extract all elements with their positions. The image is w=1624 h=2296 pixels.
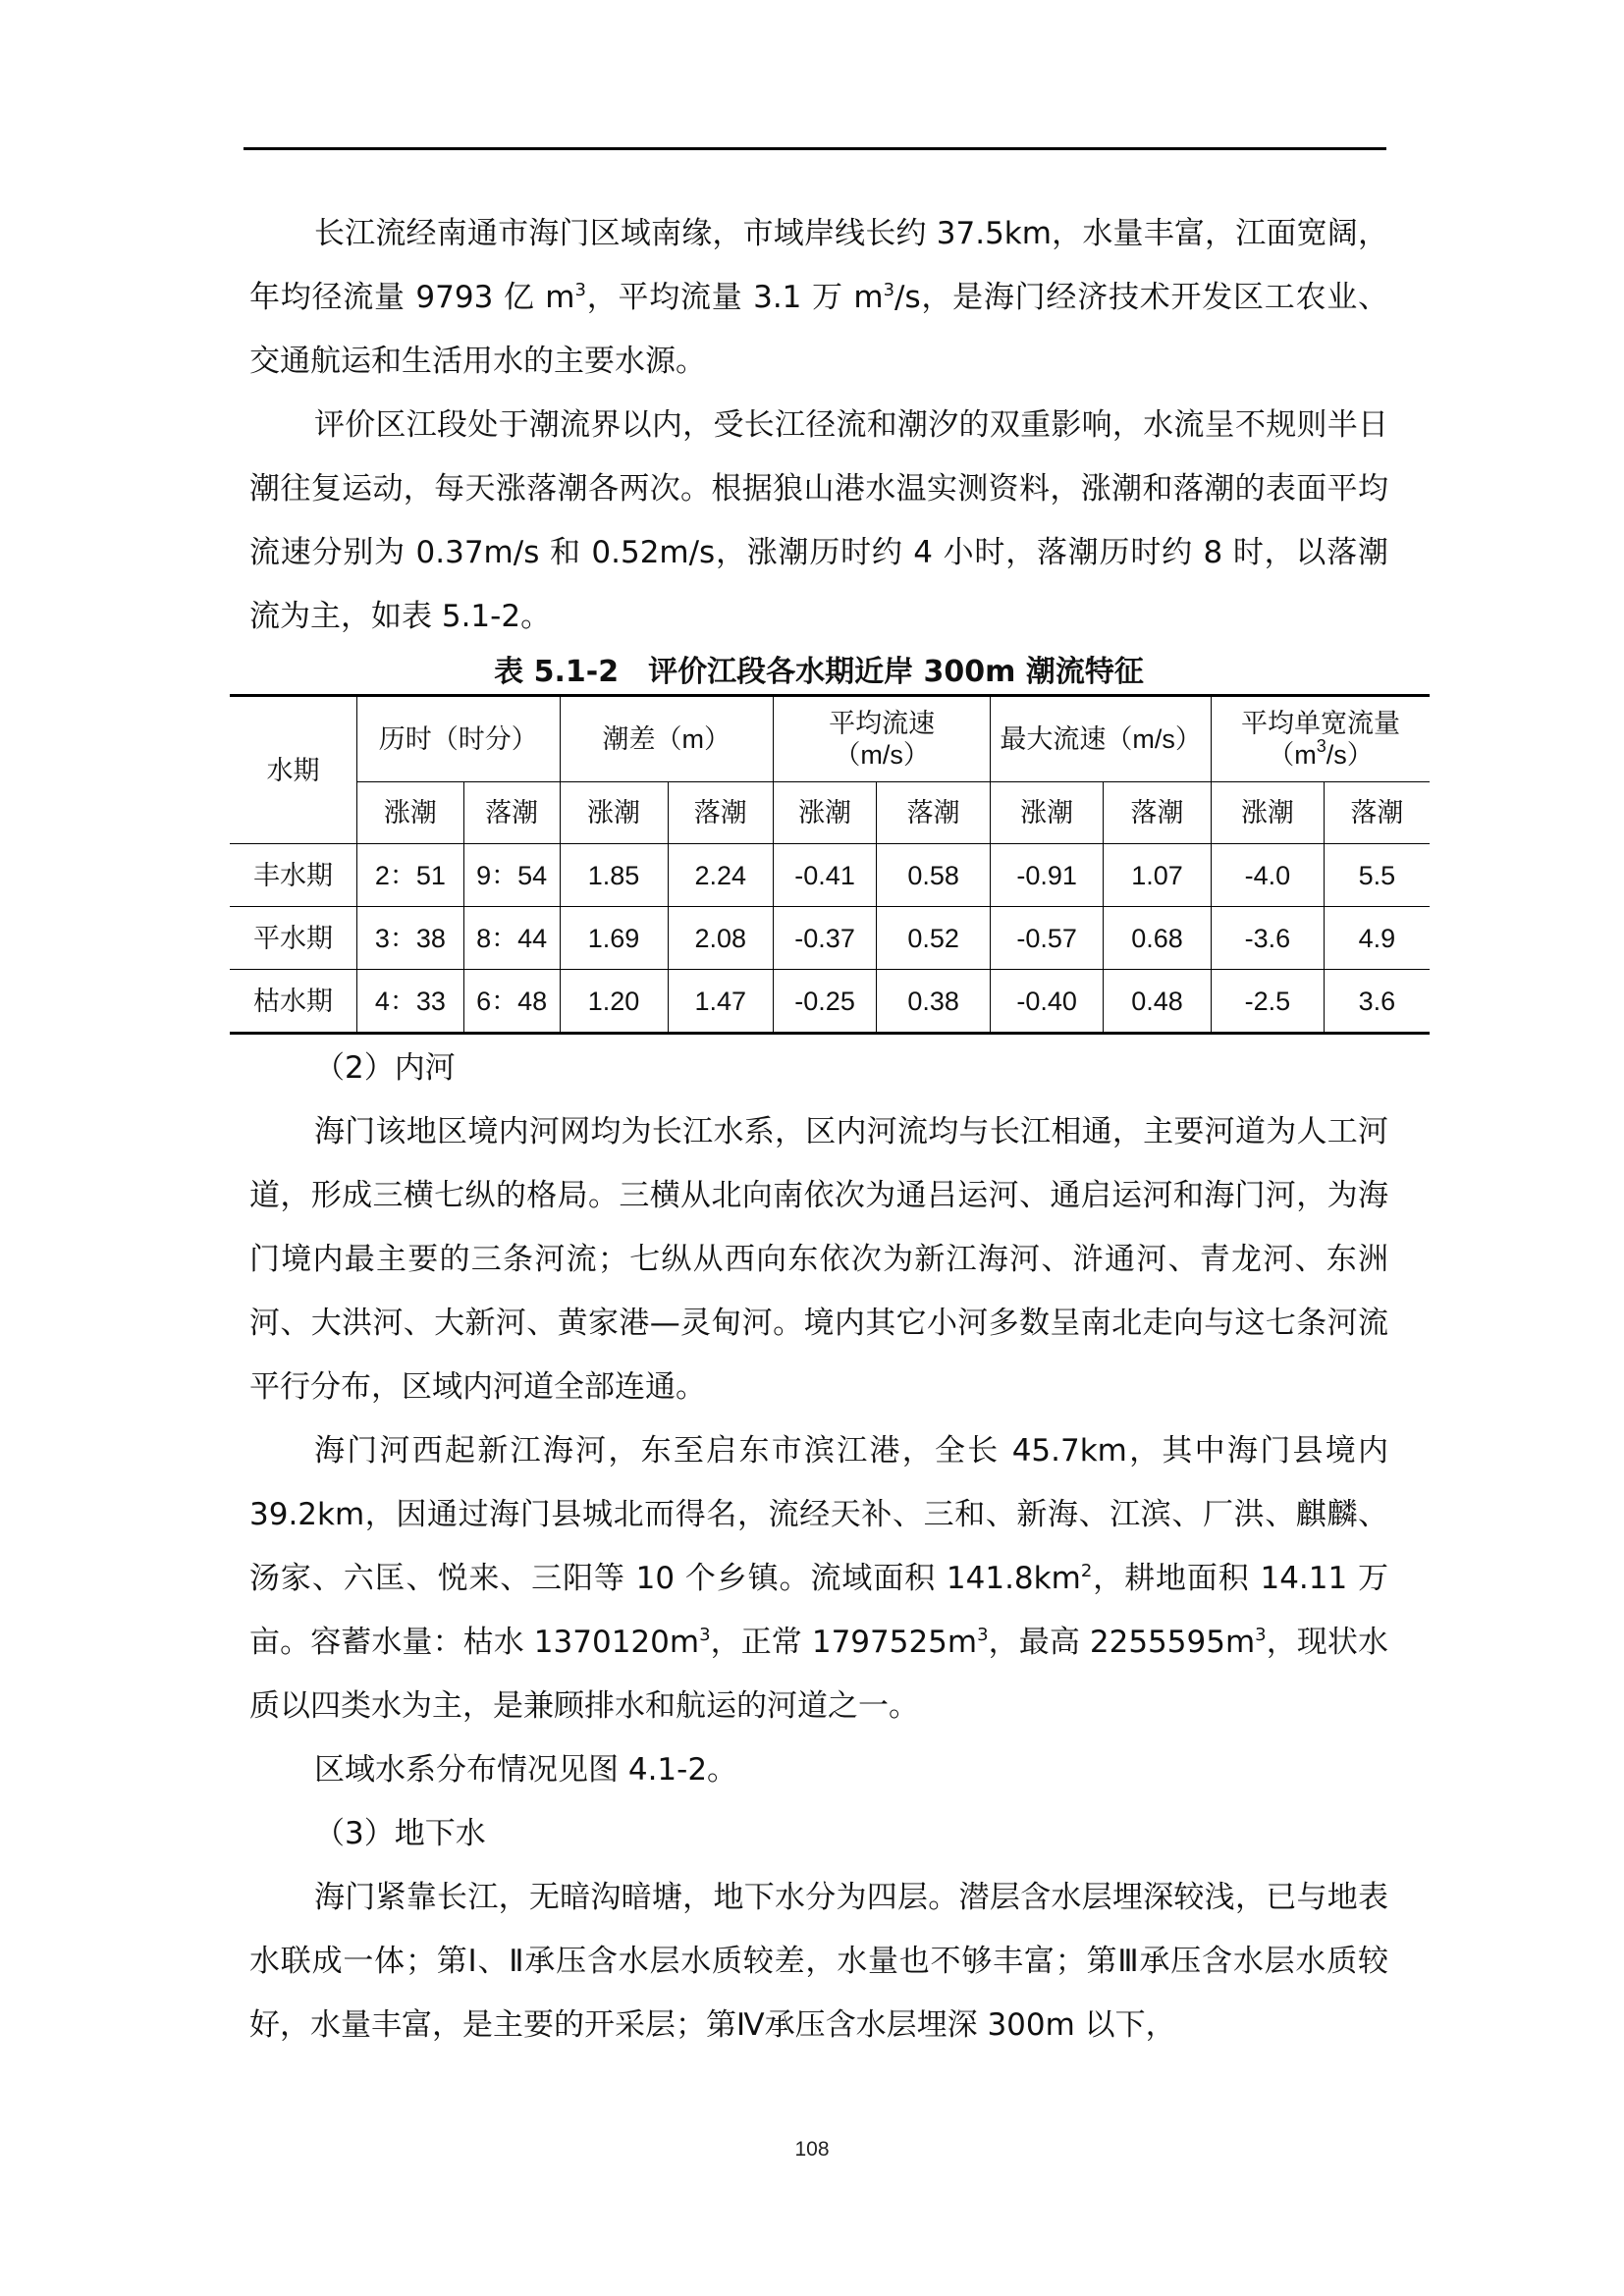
paragraph-water-system-reference: 区域水系分布情况见图 4.1-2。	[314, 1752, 738, 1788]
superscript: 3	[699, 1625, 711, 1645]
cell-avg-speed-ebb: 0.52	[877, 907, 991, 970]
cell-range-flood: 1.20	[560, 970, 668, 1034]
cell-unit-flow-ebb: 4.9	[1324, 907, 1430, 970]
paragraph-text: 海门河西起新江海河，东至启东市滨江港，全长 45.7km，其中海门县境内 39.2km，因通过海门县城北而得名，流经天补、三和、新海、江滨、厂洪、麒麟、汤家、六匡、悦来、三阳等 10 个乡镇。流域面积 141.8km	[249, 1433, 1388, 1596]
superscript: 2	[1080, 1561, 1093, 1581]
header-period: 水期	[230, 696, 357, 844]
paragraph-text: /s，是海门经济技术开发区工农业、交通航运和生活用水的主要水源。	[249, 280, 1389, 379]
cell-avg-speed-flood: -0.37	[774, 907, 877, 970]
cell-duration-ebb: 8：44	[463, 907, 560, 970]
cell-period: 平水期	[230, 907, 357, 970]
superscript: 3	[574, 280, 586, 300]
cell-unit-flow-ebb: 3.6	[1324, 970, 1430, 1034]
cell-max-speed-ebb: 0.68	[1104, 907, 1212, 970]
table-row	[230, 970, 1430, 1034]
header-rule	[244, 147, 1386, 150]
header-text: 平均流速	[829, 709, 936, 738]
cell-range-ebb: 2.24	[668, 844, 774, 907]
subheader-ebb: 落潮	[1324, 782, 1430, 844]
paragraph-text: ，最高 2255595m	[988, 1625, 1256, 1660]
cell-max-speed-flood: -0.57	[991, 907, 1104, 970]
cell-max-speed-ebb: 0.48	[1104, 970, 1212, 1034]
cell-period: 枯水期	[230, 970, 357, 1034]
paragraph-groundwater: 海门紧靠长江，无暗沟暗塘，地下水分为四层。潜层含水层埋深较浅，已与地表水联成一体；第Ⅰ、Ⅱ承压含水层水质较差，水量也不够丰富；第Ⅲ承压含水层水质较好，水量丰富，是主要的开采层；第Ⅳ承压含水层埋深 300m 以下，	[249, 1880, 1388, 2043]
subheader-flood: 涨潮	[774, 782, 877, 844]
superscript: 3	[883, 280, 895, 300]
section-heading-groundwater: （3）地下水	[314, 1816, 486, 1851]
paragraph-text: ，平均流量 3.1 万 m	[585, 280, 884, 315]
header-unit-width-flow	[1212, 696, 1430, 782]
paragraph-tidal-flow: 评价区江段处于潮流界以内，受长江径流和潮汐的双重影响，水流呈不规则半日潮往复运动，每天涨落潮各两次。根据狼山港水温实测资料，涨潮和落潮的表面平均流速分别为 0.37m/s 和 0.52m/s，涨潮历时约 4 小时，落潮历时约 8 时，以落潮流为主，如表 5.1-2。	[249, 407, 1388, 634]
cell-unit-flow-ebb: 5.5	[1324, 844, 1430, 907]
cell-max-speed-ebb: 1.07	[1104, 844, 1212, 907]
header-text: （m/s）	[834, 740, 930, 770]
paragraph-text: 长江流经南通市海门区域南缘，市域岸线长约 37.5km，水量丰富，江面宽阔，年均径流量 9793 亿 m	[249, 216, 1388, 315]
subheader-ebb: 落潮	[668, 782, 774, 844]
header-text: （m	[1268, 740, 1317, 770]
paragraph-yangtze-intro	[249, 202, 1388, 394]
cell-duration-flood: 4：33	[357, 970, 464, 1034]
header-tidal-range: 潮差（m）	[560, 696, 774, 782]
paragraph-text: ，耕地面积 14.11 万亩。容蓄水量：枯水 1370120m	[249, 1561, 1388, 1660]
page-number: 108	[794, 2138, 830, 2161]
subheader-flood: 涨潮	[357, 782, 464, 844]
cell-unit-flow-flood: -2.5	[1212, 970, 1325, 1034]
subheader-ebb: 落潮	[463, 782, 560, 844]
cell-duration-ebb: 6：48	[463, 970, 560, 1034]
cell-range-ebb: 1.47	[668, 970, 774, 1034]
cell-duration-ebb: 9：54	[463, 844, 560, 907]
subheader-flood: 涨潮	[1212, 782, 1325, 844]
cell-avg-speed-flood: -0.41	[774, 844, 877, 907]
table-title: 表 5.1-2 评价江段各水期近岸 300m 潮流特征	[494, 655, 1144, 689]
table-row	[230, 844, 1430, 907]
header-text: /s）	[1326, 740, 1374, 770]
table-header-row	[230, 696, 1430, 782]
cell-max-speed-flood: -0.40	[991, 970, 1104, 1034]
section-heading-inner-river: （2）内河	[314, 1050, 456, 1086]
cell-unit-flow-flood: -4.0	[1212, 844, 1325, 907]
table-subheader-row	[230, 782, 1430, 844]
cell-duration-flood: 2：51	[357, 844, 464, 907]
page-content	[249, 202, 1404, 2057]
header-max-speed: 最大流速（m/s）	[991, 696, 1212, 782]
superscript: 3	[1316, 736, 1326, 756]
table-container	[230, 694, 1430, 1035]
superscript: 3	[1255, 1625, 1267, 1645]
cell-max-speed-flood: -0.91	[991, 844, 1104, 907]
subheader-flood: 涨潮	[991, 782, 1104, 844]
paragraph-haimen-river	[249, 1419, 1388, 1738]
cell-range-flood: 1.85	[560, 844, 668, 907]
cell-avg-speed-ebb: 0.58	[877, 844, 991, 907]
paragraph-text: ，正常 1797525m	[710, 1625, 978, 1660]
header-text: 平均单宽流量	[1241, 709, 1400, 738]
tidal-characteristics-table	[230, 694, 1430, 1035]
subheader-ebb: 落潮	[877, 782, 991, 844]
paragraph-text: ，现状水质以四类水为主，是兼顾排水和航运的河道之一。	[249, 1625, 1388, 1724]
cell-range-flood: 1.69	[560, 907, 668, 970]
cell-period: 丰水期	[230, 844, 357, 907]
header-duration: 历时（时分）	[357, 696, 561, 782]
subheader-ebb: 落潮	[1104, 782, 1212, 844]
cell-duration-flood: 3：38	[357, 907, 464, 970]
header-average-speed	[774, 696, 991, 782]
cell-avg-speed-ebb: 0.38	[877, 970, 991, 1034]
superscript: 3	[977, 1625, 989, 1645]
paragraph-river-network: 海门该地区境内河网均为长江水系，区内河流均与长江相通，主要河道为人工河道，形成三横七纵的格局。三横从北向南依次为通吕运河、通启运河和海门河，为海门境内最主要的三条河流；七纵从西向东依次为新江海河、浒通河、青龙河、东洲河、大洪河、大新河、黄家港—灵甸河。境内其它小河多数呈南北走向与这七条河流平行分布，区域内河道全部连通。	[249, 1114, 1388, 1405]
subheader-flood: 涨潮	[560, 782, 668, 844]
table-row	[230, 907, 1430, 970]
cell-unit-flow-flood: -3.6	[1212, 907, 1325, 970]
cell-range-ebb: 2.08	[668, 907, 774, 970]
cell-avg-speed-flood: -0.25	[774, 970, 877, 1034]
